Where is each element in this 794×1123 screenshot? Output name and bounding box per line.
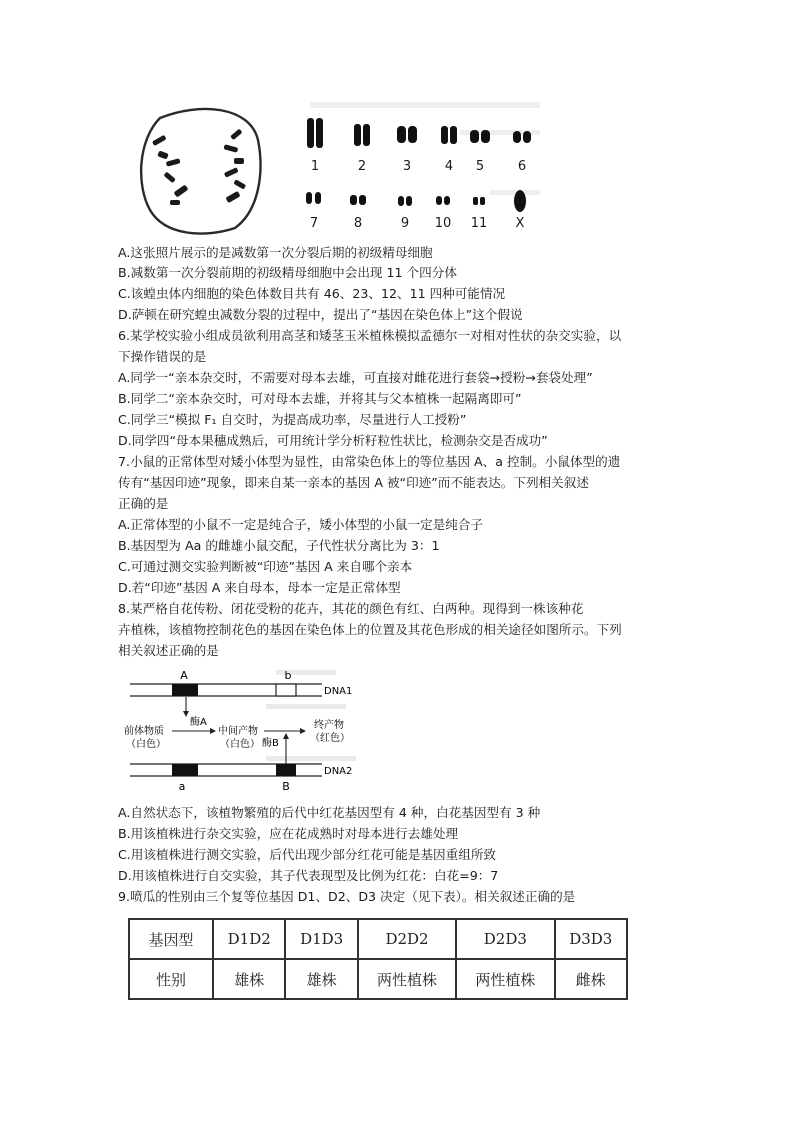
karyotype-figure <box>130 100 550 240</box>
table-cell-genotype-4: D2D3 <box>456 919 554 959</box>
gene-B-dominant-block <box>276 764 296 776</box>
label-gene-a: a <box>178 780 186 793</box>
label-gene-b: b <box>284 669 292 682</box>
karyotype-label-x: X <box>515 216 525 231</box>
table-cell-sex-5: 雌株 <box>555 959 627 999</box>
gene-pathway-diagram <box>116 664 366 800</box>
q6-stem-line-1: 6.某学校实验小组成员欲利用高茎和矮茎玉米植株模拟孟德尔一对相对性状的杂交实验，以 <box>118 328 622 343</box>
q7-option-d: D.若“印迹”基因 A 来自母本，母本一定是正常体型 <box>118 580 401 595</box>
q8-option-b: B.用该植株进行杂交实验，应在花成熟时对母本进行去雄处理 <box>118 826 459 841</box>
karyotype-label-10: 10 <box>434 216 452 231</box>
q6-option-d: D.同学四“母本果穗成熟后，可用统计学分析籽粒性状比，检测杂交是否成功” <box>118 433 548 448</box>
gene-a-recessive-block <box>172 764 198 776</box>
q5-option-d: D.萨顿在研究蝗虫减数分裂的过程中，提出了“基因在染色体上”这个假说 <box>118 307 523 322</box>
q5-option-a: A.这张照片展示的是减数第一次分裂后期的初级精母细胞 <box>118 245 433 260</box>
table-header-sex: 性别 <box>129 959 213 999</box>
q7-stem-line-3: 正确的是 <box>118 496 169 511</box>
genotype-sex-table <box>128 918 628 1000</box>
q7-option-c: C.可通过测交实验判断被“印迹”基因 A 来自哪个亲本 <box>118 559 413 574</box>
arrow-gene-a-head <box>183 711 189 717</box>
karyotype-label-4: 4 <box>444 159 454 174</box>
label-enzyme-A: 酶A <box>190 717 207 728</box>
q8-stem-line-1: 8.某严格自花传粉、闭花受粉的花卉，其花的颜色有红、白两种。现得到一株该种花 <box>118 601 584 616</box>
q8-option-a: A.自然状态下，该植物繁殖的后代中红花基因型有 4 种，白花基因型有 3 种 <box>118 805 541 820</box>
label-precursor-color: （白色） <box>126 739 166 750</box>
q8-option-d: D.用该植株进行自交实验，其子代表现型及比例为红花：白花=9：7 <box>118 868 499 883</box>
label-final: 终产物 <box>314 720 344 731</box>
label-gene-A: A <box>180 669 188 682</box>
q7-option-b: B.基因型为 Aa 的雌雄小鼠交配，子代性状分离比为 3：1 <box>118 538 440 553</box>
table-row-sex <box>129 959 627 999</box>
q8-option-c: C.用该植株进行测交实验，后代出现少部分红花可能是基因重组所致 <box>118 847 497 862</box>
label-gene-B: B <box>282 780 290 793</box>
label-intermediate: 中间产物 <box>218 726 258 737</box>
cell-outline <box>141 109 260 234</box>
cell-chromosomes <box>152 129 246 205</box>
table-cell-sex-4: 两性植株 <box>456 959 554 999</box>
karyotype-label-1: 1 <box>310 159 320 174</box>
karyotype-label-2: 2 <box>357 159 367 174</box>
karyotype-label-9: 9 <box>400 216 410 231</box>
table-header-genotype: 基因型 <box>129 919 213 959</box>
q6-option-c: C.同学三“模拟 F₁ 自交时，为提高成功率，尽量进行人工授粉” <box>118 412 467 427</box>
q8-stem-line-3: 相关叙述正确的是 <box>118 643 219 658</box>
label-intermediate-color: （白色） <box>220 739 260 750</box>
table-cell-sex-3: 两性植株 <box>358 959 456 999</box>
q6-stem-line-2: 下操作错误的是 <box>118 349 207 364</box>
table-cell-genotype-2: D1D3 <box>285 919 357 959</box>
karyotype-label-8: 8 <box>353 216 363 231</box>
q7-stem-line-1: 7.小鼠的正常体型对矮小体型为显性，由常染色体上的等位基因 A、a 控制。小鼠体型的遗 <box>118 454 621 469</box>
table-cell-genotype-1: D1D2 <box>213 919 285 959</box>
label-precursor: 前体物质 <box>124 726 164 737</box>
q7-stem-line-2: 传有“基因印迹”现象，即来自某一亲本的基因 A 被“印迹”而不能表达。下列相关叙述 <box>118 475 589 490</box>
label-dna1: DNA1 <box>324 686 353 697</box>
karyotype-label-7: 7 <box>309 216 319 231</box>
q7-option-a: A.正常体型的小鼠不一定是纯合子，矮小体型的小鼠一定是纯合子 <box>118 517 484 532</box>
table-cell-sex-1: 雄株 <box>213 959 285 999</box>
arrow-gene-b-head <box>283 733 289 739</box>
gene-a-dominant-block <box>172 684 198 696</box>
table-cell-genotype-3: D2D2 <box>358 919 456 959</box>
q6-option-b: B.同学二“亲本杂交时，可对母本去雄，并将其与父本植株一起隔离即可” <box>118 391 522 406</box>
q5-option-c: C.该蝗虫体内细胞的染色体数目共有 46、23、12、11 四种可能情况 <box>118 286 506 301</box>
karyotype-label-6: 6 <box>517 159 527 174</box>
label-enzyme-B: 酶B <box>262 738 279 749</box>
karyotype-label-11: 11 <box>470 216 488 231</box>
arrow-step-1-head <box>210 728 216 734</box>
label-dna2: DNA2 <box>324 766 353 777</box>
table-cell-sex-2: 雄株 <box>285 959 357 999</box>
q5-option-b: B.减数第一次分裂前期的初级精母细胞中会出现 11 个四分体 <box>118 265 457 280</box>
q8-stem-line-2: 卉植株，该植物控制花色的基因在染色体上的位置及其花色形成的相关途径如图所示。下列 <box>118 622 622 637</box>
table-row-genotype <box>129 919 627 959</box>
gene-b-recessive-block <box>276 684 296 696</box>
table-cell-genotype-5: D3D3 <box>555 919 627 959</box>
q9-stem: 9.喷瓜的性别由三个复等位基因 D1、D2、D3 决定（见下表）。相关叙述正确的是 <box>118 889 576 904</box>
label-final-color: （红色） <box>310 733 350 744</box>
karyotype-label-3: 3 <box>402 159 412 174</box>
arrow-step-2-head <box>300 728 306 734</box>
karyotype-label-5: 5 <box>475 159 485 174</box>
q6-option-a: A.同学一“亲本杂交时，不需要对母本去雄，可直接对雌花进行套袋→授粉→套袋处理” <box>118 370 593 385</box>
